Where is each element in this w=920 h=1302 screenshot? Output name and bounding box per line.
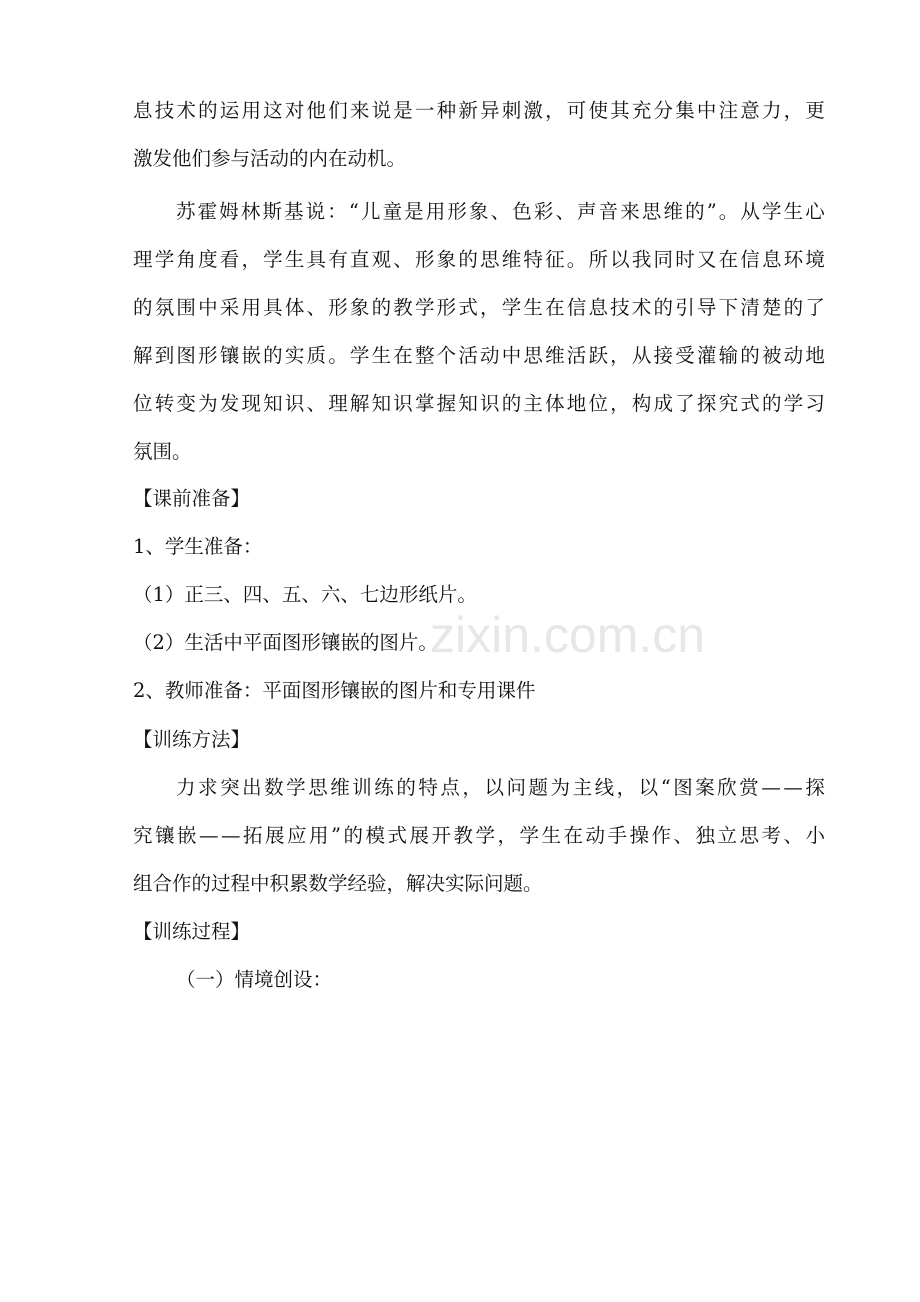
paragraph-line: 解 到 图 形 镶 嵌 的 实 质 。 学 生 在 整 个 活 动 中 思 维 活 跃 ， 从 接 受 灌 输 的 被 动 地 <box>133 344 825 367</box>
paragraph-line: 组合作的过程中积累数学经验，解决实际问题。 <box>133 872 543 895</box>
paragraph-line: 苏 霍 姆 林 斯 基 说 ： “ 儿 童 是 用 形 象 、 色 彩 、 声 音 来 思 维 的 ” 。 从 学 生 心 <box>176 200 825 223</box>
list-item: 1、学生准备： <box>133 535 263 558</box>
paragraph-line: 位 转 变 为 发 现 知 识 、 理 解 知 识 掌 握 知 识 的 主 体 地 位 ， 构 成 了 探 究 式 的 学 习 <box>133 392 825 415</box>
list-item: （1）正三、四、五、六、七边形纸片。 <box>133 583 477 606</box>
paragraph-line: 息 技 术 的 运 用 这 对 他 们 来 说 是 一 种 新 异 刺 激 ， 可 使 其 充 分 集 中 注 意 力 ， 更 <box>133 99 825 122</box>
paragraph-line: 理 学 角 度 看 ， 学 生 具 有 直 观 、 形 象 的 思 维 特 征 。 所 以 我 同 时 又 在 信 息 环 境 <box>133 248 825 271</box>
section-heading: 【训练过程】 <box>133 920 251 943</box>
list-item: （2）生活中平面图形镶嵌的图片。 <box>133 631 438 654</box>
paragraph-line: 究 镶 嵌 — — 拓 展 应 用 ” 的 模 式 展 开 教 学 ， 学 生 在 动 手 操 作 、 独 立 思 考 、 小 <box>133 824 825 847</box>
paragraph-line: 氛围。 <box>133 440 192 463</box>
section-heading: 【训练方法】 <box>133 728 251 751</box>
paragraph-line: 激发他们参与活动的内在动机。 <box>133 147 407 170</box>
list-item: 2、教师准备：平面图形镶嵌的图片和专用课件 <box>133 679 536 702</box>
paragraph-line: 力 求 突 出 数 学 思 维 训 练 的 特 点 ， 以 问 题 为 主 线 ， 以 “ 图 案 欣 赏 — — 探 <box>176 776 825 799</box>
section-heading: 【课前准备】 <box>133 487 251 510</box>
paragraph-line: 的 氛 围 中 采 用 具 体 、 形 象 的 教 学 形 式 ， 学 生 在 信 息 技 术 的 引 导 下 清 楚 的 了 <box>133 296 825 319</box>
subsection-heading: （一）情境创设： <box>176 968 333 991</box>
watermark: zixin.com.cn <box>430 607 706 663</box>
